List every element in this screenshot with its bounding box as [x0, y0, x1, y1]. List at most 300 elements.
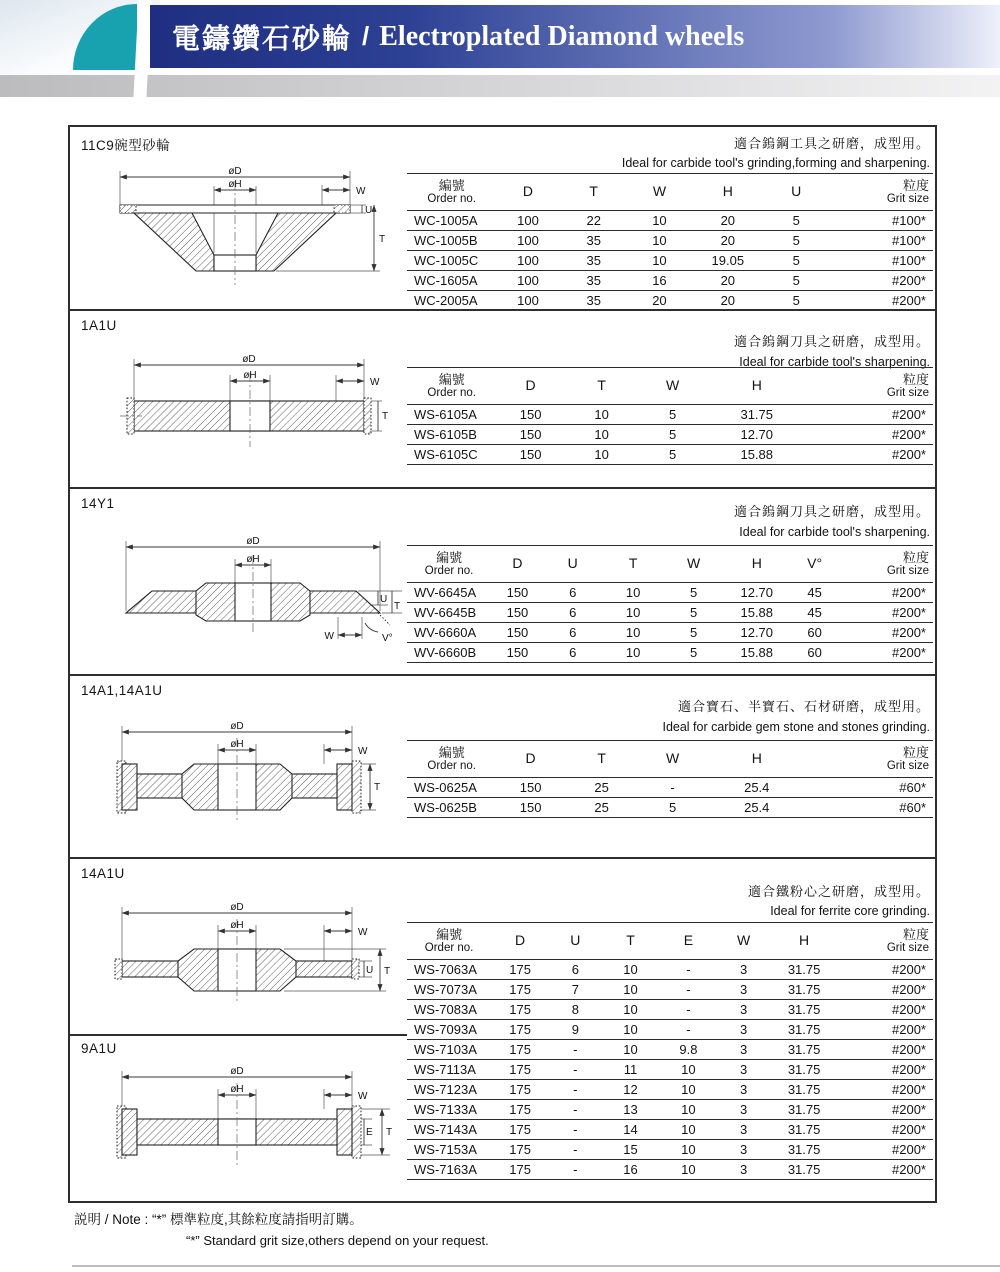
table-cell: #100* — [892, 213, 926, 228]
dim-label-v: V° — [382, 633, 393, 644]
table-cell: 3 — [740, 1162, 748, 1177]
wheel-drawing-14a1u — [106, 899, 401, 1014]
section-11c9 — [70, 127, 935, 309]
table-cell: 5 — [690, 645, 698, 660]
dim-label-t: T — [394, 601, 401, 612]
table-cell: WS-7163A — [414, 1162, 477, 1177]
section-note-en: Ideal for carbide tool's sharpening. — [739, 525, 930, 539]
column-header: D — [512, 555, 523, 572]
section-title: 14A1U — [81, 866, 125, 881]
table-cell: 5 — [668, 800, 677, 815]
table-cell: 175 — [509, 1162, 531, 1177]
column-header: T — [626, 932, 635, 949]
table-cell: 10 — [625, 585, 641, 600]
table-cell: 10 — [681, 1062, 696, 1077]
wheel-drawing-11c9 — [104, 163, 399, 291]
dim-label-w: W — [370, 377, 380, 388]
column-header: U — [570, 932, 581, 949]
table-cell: 45 — [807, 585, 822, 600]
dim-label-w: W — [358, 1091, 368, 1102]
table-cell: WS-0625A — [414, 780, 477, 795]
table-header-row — [407, 368, 933, 405]
table-cell: #200* — [892, 427, 926, 442]
table-cell: WC-1005B — [414, 233, 478, 248]
table-cell: 12.70 — [740, 427, 774, 442]
column-header: E — [683, 932, 694, 949]
table-cell: - — [573, 1162, 578, 1177]
section-title: 1A1U — [81, 318, 117, 333]
table-cell: 10 — [625, 605, 641, 620]
table-cell: 3 — [740, 1102, 748, 1117]
table-cell: 25 — [594, 800, 609, 815]
table-cell: 60 — [807, 625, 822, 640]
table-cell: 10 — [652, 253, 667, 268]
column-header: 粒度 Grit size — [886, 371, 929, 399]
table-cell: 31.75 — [787, 982, 821, 997]
table-row — [407, 1060, 933, 1080]
table-row — [407, 583, 933, 603]
header-gray-bar — [0, 74, 1000, 97]
table-cell: 5 — [690, 605, 698, 620]
table-cell: 10 — [594, 447, 609, 462]
table-cell: 6 — [571, 962, 579, 977]
table-cell: - — [573, 1102, 578, 1117]
table-cell: 16 — [623, 1162, 638, 1177]
section-title: 14Y1 — [81, 496, 115, 511]
table-cell: - — [686, 1022, 691, 1037]
table-cell: #200* — [892, 293, 926, 308]
table-cell: #200* — [892, 1162, 926, 1177]
table-cell: WC-1005A — [414, 213, 478, 228]
dim-label-h: øH — [230, 739, 244, 750]
table-cell: 10 — [681, 1082, 696, 1097]
table-cell: - — [573, 1082, 578, 1097]
table-cell: 16 — [652, 273, 667, 288]
table-row — [407, 798, 933, 818]
table-cell: 20 — [720, 213, 736, 228]
table-cell: #200* — [892, 625, 926, 640]
table-cell: #200* — [892, 1002, 926, 1017]
table-cell: 10 — [681, 1102, 696, 1117]
table-row — [407, 445, 933, 465]
table-cell: 5 — [690, 625, 698, 640]
table-cell: #200* — [892, 447, 926, 462]
column-header: W — [665, 750, 680, 767]
table-cell: #200* — [892, 982, 926, 997]
table-row — [407, 1100, 933, 1120]
table-cell: 10 — [681, 1142, 696, 1157]
section-title: 9A1U — [81, 1041, 117, 1056]
dim-label-h: øH — [228, 179, 242, 190]
table-cell: 31.75 — [787, 1122, 821, 1137]
table-cell: WV-6645B — [414, 605, 477, 620]
column-header: D — [525, 377, 536, 394]
table-cell: 31.75 — [787, 1102, 821, 1117]
column-header: 粒度 Grit size — [886, 177, 929, 205]
table-cell: 10 — [594, 407, 609, 422]
table-row — [407, 1140, 933, 1160]
table-cell: #200* — [892, 1022, 926, 1037]
table-cell: #200* — [892, 1062, 926, 1077]
column-header: H — [751, 555, 762, 572]
table-cell: WS-7103A — [414, 1042, 477, 1057]
table-cell: WV-6645A — [414, 585, 477, 600]
table-cell: 150 — [519, 447, 542, 462]
table-cell: 20 — [720, 273, 736, 288]
table-cell: 10 — [623, 1042, 638, 1057]
footer-rule — [72, 1265, 1000, 1267]
table-cell: 150 — [519, 780, 542, 795]
dim-label-w: W — [324, 631, 334, 642]
table-cell: - — [573, 1122, 578, 1137]
table-cell: #200* — [892, 1102, 926, 1117]
table-cell: 31.75 — [787, 1062, 821, 1077]
table-row — [407, 603, 933, 623]
table-row — [407, 271, 933, 291]
dim-label-d: øD — [228, 166, 242, 177]
table-cell: 25.4 — [744, 780, 770, 795]
column-header: H — [751, 750, 762, 767]
section-note-en: Ideal for ferrite core grinding. — [770, 904, 930, 918]
table-cell: 100 — [517, 293, 539, 308]
table-cell: 10 — [623, 1022, 638, 1037]
footer-note-line2: “*” Standard grit size,others depend on your request. — [186, 1233, 489, 1248]
table-cell: 35 — [586, 253, 601, 268]
table-row — [407, 211, 933, 231]
column-header: 編號 Order no. — [427, 177, 476, 205]
table-cell: 150 — [506, 625, 529, 640]
table-row — [407, 1080, 933, 1100]
table-cell: 10 — [625, 645, 641, 660]
column-header: H — [751, 377, 762, 394]
table-cell: 3 — [740, 982, 748, 997]
dim-label-u: U — [365, 205, 373, 216]
column-header: 粒度 Grit size — [886, 549, 929, 577]
table-cell: #100* — [892, 233, 926, 248]
table-cell: 6 — [569, 645, 577, 660]
spec-table-14a1u — [407, 922, 933, 1180]
column-header: H — [722, 183, 733, 200]
table-cell: - — [573, 1062, 578, 1077]
table-cell: 60 — [807, 645, 822, 660]
column-header: 粒度 Grit size — [886, 744, 929, 772]
section-14y1 — [70, 487, 935, 674]
section-note-en: Ideal for carbide tool's grinding,forming and sharpening. — [621, 156, 930, 170]
table-cell: #100* — [892, 253, 926, 268]
column-header: W — [665, 377, 680, 394]
table-cell: WS-7113A — [414, 1062, 476, 1077]
table-cell: WS-7073A — [414, 982, 477, 997]
table-cell: 6 — [569, 605, 577, 620]
table-header-row — [407, 923, 933, 960]
section-note-zh: 適合寶石、半寶石、石材研磨，成型用。 — [677, 699, 930, 714]
table-cell: 7 — [571, 982, 579, 997]
dim-label-h: øH — [243, 370, 257, 381]
table-cell: 10 — [681, 1122, 696, 1137]
dim-label-w: W — [358, 746, 368, 757]
table-cell: - — [686, 962, 691, 977]
table-cell: #200* — [892, 1042, 926, 1057]
column-header: 編號 Order no. — [427, 371, 476, 399]
table-cell: 20 — [652, 293, 667, 308]
table-cell: 3 — [740, 1022, 748, 1037]
table-cell: - — [686, 982, 691, 997]
table-cell: 15 — [623, 1142, 638, 1157]
table-row — [407, 960, 933, 980]
spec-table-14a1 — [407, 740, 933, 818]
table-row — [407, 291, 933, 311]
table-cell: 10 — [623, 1002, 638, 1017]
column-header: V° — [807, 555, 823, 572]
page-title-chinese: 電鑄鑽石砂輪 — [172, 22, 353, 54]
table-cell: 175 — [509, 1102, 531, 1117]
table-cell: 175 — [509, 962, 531, 977]
table-cell: 6 — [569, 625, 577, 640]
table-cell: 150 — [506, 645, 529, 660]
dim-label-u: U — [366, 965, 374, 976]
wheel-drawing-1a1u — [118, 351, 413, 466]
table-cell: 31.75 — [787, 1042, 821, 1057]
table-cell: 31.75 — [787, 1162, 821, 1177]
column-header: T — [597, 377, 606, 394]
table-cell: #200* — [892, 962, 926, 977]
wheel-cross-section — [120, 373, 371, 447]
column-header: W — [652, 183, 667, 200]
content-box — [68, 125, 937, 1203]
dim-label-d: øD — [230, 1066, 244, 1077]
table-cell: 150 — [519, 427, 542, 442]
dim-label-d: øD — [230, 902, 244, 913]
dim-label-t: T — [382, 411, 389, 422]
table-cell: 31.75 — [787, 1082, 821, 1097]
dim-label-e: E — [366, 1127, 373, 1138]
table-cell: 13 — [623, 1102, 638, 1117]
table-cell: 3 — [740, 1042, 748, 1057]
section-note-zh: 適合鐵粉心之研磨，成型用。 — [747, 884, 930, 899]
table-cell: WS-7063A — [414, 962, 477, 977]
page-header-banner — [150, 5, 1000, 68]
table-cell: 175 — [509, 982, 531, 997]
table-cell: WS-7153A — [414, 1142, 477, 1157]
table-cell: 12.70 — [740, 585, 774, 600]
table-cell: 3 — [740, 962, 748, 977]
table-cell: 9 — [571, 1022, 579, 1037]
table-cell: 22 — [586, 213, 601, 228]
wheel-cross-section — [120, 181, 350, 285]
table-row — [407, 1120, 933, 1140]
table-row — [407, 251, 933, 271]
dim-label-d: øD — [230, 721, 244, 732]
spec-table-14y1 — [407, 545, 933, 663]
table-cell: #200* — [892, 605, 926, 620]
footer-note-line1: 説明 / Note : “*” 標準粒度,其餘粒度請指明訂購。 — [74, 1212, 363, 1227]
column-header: W — [687, 555, 701, 572]
dim-label-d: øD — [242, 354, 256, 365]
spec-table-11c9 — [407, 173, 933, 311]
column-header: T — [628, 555, 638, 572]
table-cell: 10 — [623, 982, 638, 997]
table-cell: 175 — [509, 1062, 531, 1077]
dim-label-h: øH — [230, 1084, 244, 1095]
table-cell: 25 — [594, 780, 609, 795]
table-cell: WS-6105A — [414, 407, 477, 422]
table-cell: 100 — [517, 213, 539, 228]
column-header: 編號 Order no. — [424, 926, 474, 954]
table-cell: #200* — [892, 407, 926, 422]
column-header: H — [799, 932, 810, 949]
table-cell: 5 — [792, 273, 800, 288]
table-cell: 5 — [668, 427, 677, 442]
table-cell: WS-7093A — [414, 1022, 477, 1037]
spec-table-1a1u — [407, 367, 933, 465]
table-cell: 31.75 — [787, 1022, 821, 1037]
table-cell: 150 — [506, 605, 529, 620]
table-cell: 175 — [509, 1082, 531, 1097]
dim-label-w: W — [358, 927, 368, 938]
table-cell: 25.4 — [744, 800, 770, 815]
column-header: T — [597, 750, 606, 767]
section-divider-partial — [70, 1034, 407, 1036]
dim-label-t: T — [384, 966, 391, 977]
table-cell: 5 — [690, 585, 698, 600]
column-header: 粒度 Grit size — [886, 926, 929, 954]
table-cell: 10 — [594, 427, 609, 442]
table-row — [407, 405, 933, 425]
table-row — [407, 1160, 933, 1180]
dim-label-w: W — [356, 186, 366, 197]
table-cell: 12 — [623, 1082, 638, 1097]
table-cell: WS-6105C — [414, 447, 478, 462]
dim-label-d: øD — [246, 536, 260, 547]
table-cell: WS-7123A — [414, 1082, 477, 1097]
table-cell: 10 — [652, 213, 667, 228]
table-cell: 175 — [509, 1022, 531, 1037]
dim-label-t: T — [386, 1127, 393, 1138]
table-cell: 14 — [623, 1122, 638, 1137]
table-header-row — [407, 741, 933, 778]
table-cell: 100 — [517, 233, 539, 248]
table-cell: 150 — [506, 585, 529, 600]
section-note-zh: 適合鎢鋼刀具之研磨，成型用。 — [733, 334, 930, 349]
wheel-drawing-14y1 — [110, 533, 405, 655]
table-cell: 45 — [807, 605, 822, 620]
table-cell: 6 — [569, 585, 577, 600]
table-cell: 20 — [720, 233, 736, 248]
table-row — [407, 643, 933, 663]
table-row — [407, 425, 933, 445]
table-cell: 100 — [517, 253, 539, 268]
table-cell: WS-7143A — [414, 1122, 477, 1137]
table-cell: - — [573, 1042, 578, 1057]
column-header: 編號 Order no. — [427, 744, 476, 772]
dim-label-t: T — [374, 782, 381, 793]
table-cell: 175 — [509, 1042, 531, 1057]
table-cell: 10 — [652, 233, 667, 248]
table-cell: 100 — [517, 273, 539, 288]
table-cell: 175 — [509, 1002, 531, 1017]
table-cell: - — [670, 780, 675, 795]
table-cell: 10 — [681, 1162, 696, 1177]
table-cell: WC-1605A — [414, 273, 478, 288]
table-cell: 175 — [509, 1122, 531, 1137]
wheel-drawing-14a1 — [106, 718, 401, 833]
table-cell: 3 — [740, 1002, 748, 1017]
table-cell: 9.8 — [679, 1042, 698, 1057]
wheel-drawing-9a1u — [106, 1065, 401, 1177]
table-cell: #200* — [892, 585, 926, 600]
column-header: U — [567, 555, 578, 572]
table-row — [407, 623, 933, 643]
table-row — [407, 778, 933, 798]
table-cell: 12.70 — [740, 625, 774, 640]
page-title-english: Electroplated Diamond wheels — [379, 20, 745, 52]
dim-label-h: øH — [246, 554, 260, 565]
column-header: D — [515, 932, 526, 949]
section-note-en: Ideal for carbide tool's sharpening. — [739, 355, 930, 369]
table-cell: WS-7083A — [414, 1002, 477, 1017]
table-cell: 35 — [586, 273, 601, 288]
column-header: D — [522, 183, 534, 200]
table-cell: #60* — [899, 780, 926, 795]
table-cell: 31.75 — [787, 962, 821, 977]
table-cell: 5 — [668, 407, 677, 422]
table-cell: #200* — [892, 1122, 926, 1137]
column-header: W — [737, 932, 751, 949]
table-cell: 5 — [668, 447, 677, 462]
table-cell: 3 — [740, 1142, 748, 1157]
table-cell: WS-7133A — [414, 1102, 477, 1117]
column-header: 編號 Order no. — [424, 549, 474, 577]
table-cell: WC-1005C — [414, 253, 479, 268]
dim-label-u: U — [380, 594, 388, 605]
table-cell: 31.75 — [740, 407, 774, 422]
table-cell: 5 — [792, 233, 800, 248]
table-cell: WS-0625B — [414, 800, 477, 815]
table-header-row — [407, 174, 933, 211]
table-cell: 150 — [519, 800, 542, 815]
table-cell: 3 — [740, 1082, 748, 1097]
table-cell: 31.75 — [787, 1002, 821, 1017]
wheel-cross-section — [126, 555, 380, 633]
section-1a1u — [70, 309, 935, 487]
table-cell: 5 — [792, 213, 800, 228]
table-cell: 10 — [625, 625, 641, 640]
table-row — [407, 231, 933, 251]
table-cell: 15.88 — [740, 447, 774, 462]
table-cell: 11 — [623, 1062, 638, 1077]
table-row — [407, 1000, 933, 1020]
section-title: 14A1,14A1U — [81, 683, 163, 698]
table-header-row — [407, 546, 933, 583]
table-cell: 5 — [792, 293, 800, 308]
table-cell: #200* — [892, 1142, 926, 1157]
dim-label-h: øH — [230, 920, 244, 931]
table-cell: #200* — [892, 645, 926, 660]
section-title: 11C9碗型砂輪 — [81, 138, 171, 153]
table-cell: 15.88 — [740, 645, 774, 660]
section-14a1u-9a1u — [70, 857, 935, 1201]
table-cell: 20 — [720, 293, 736, 308]
dim-label-t: T — [379, 234, 386, 245]
table-cell: 10 — [623, 962, 638, 977]
table-cell: 15.88 — [740, 605, 774, 620]
table-cell: #200* — [892, 1082, 926, 1097]
table-cell: 8 — [571, 1002, 579, 1017]
table-cell: WV-6660B — [414, 645, 477, 660]
page-title-separator: / — [362, 21, 370, 51]
table-cell: #60* — [899, 800, 926, 815]
table-cell: 35 — [586, 233, 601, 248]
